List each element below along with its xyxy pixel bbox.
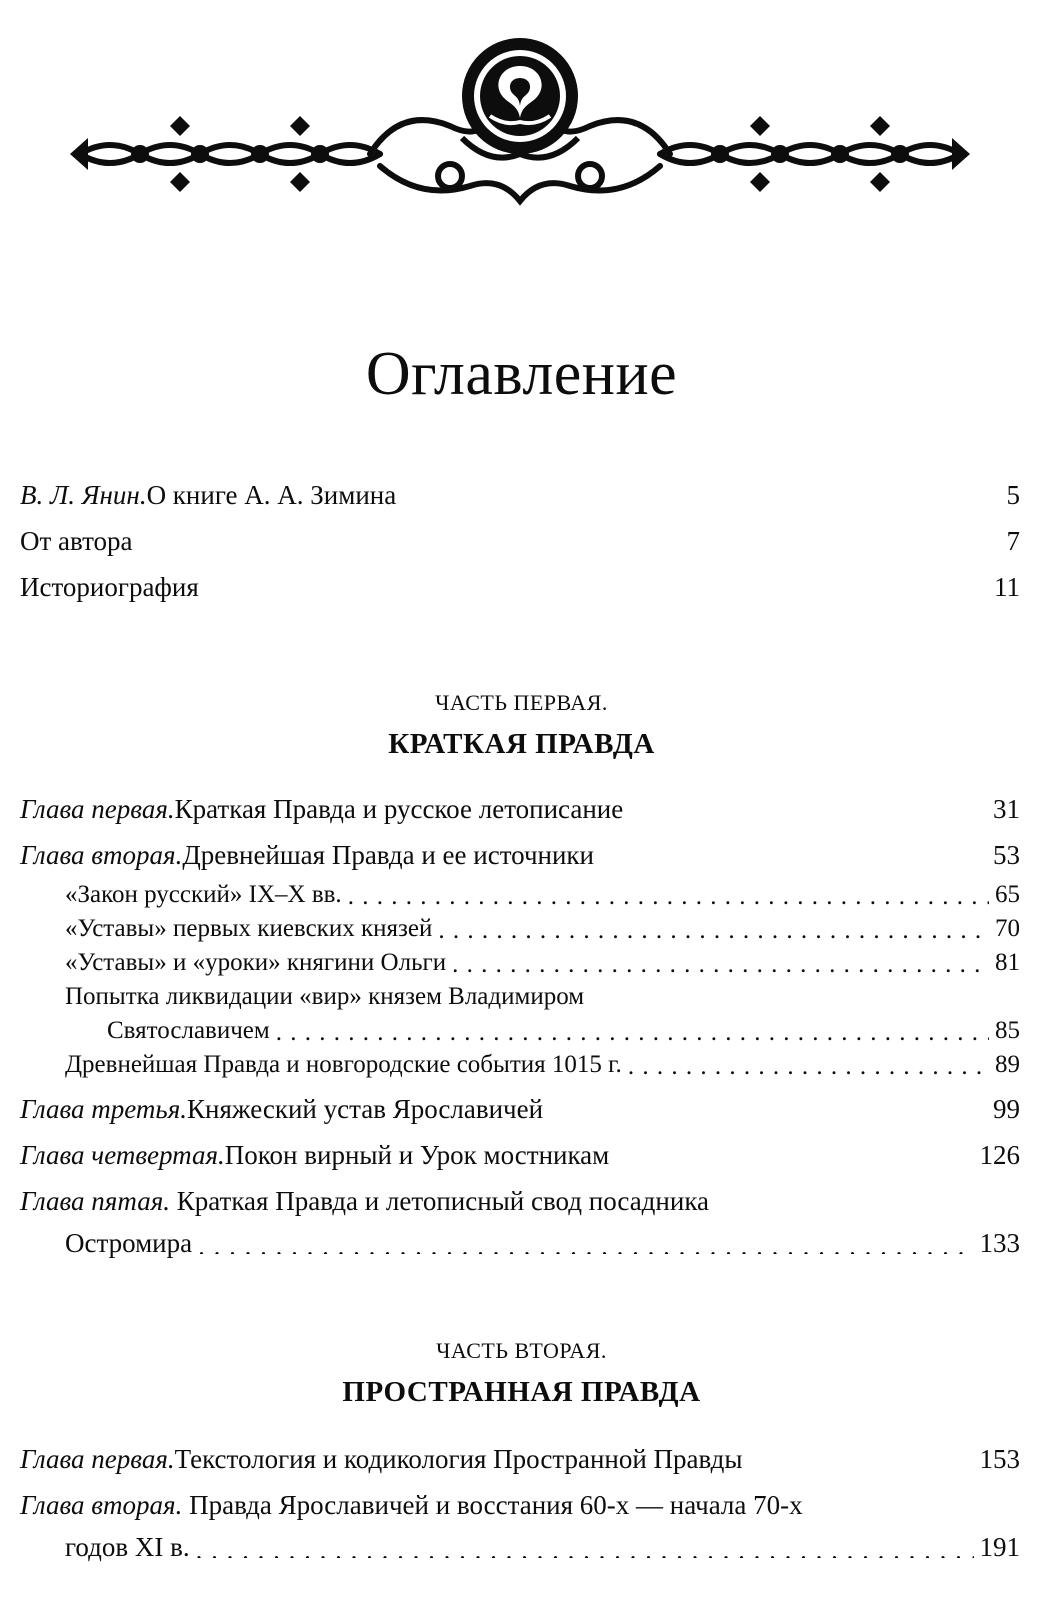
toc-entry-page: 70 [995, 915, 1020, 942]
subsection-title-continued: Святославичем [107, 1017, 270, 1044]
subsection-title: «Уставы» первых киевских князей [65, 915, 433, 942]
page-title: Оглавление [365, 340, 678, 408]
toc-entry-page: 89 [995, 1051, 1020, 1078]
toc-chapter[interactable] [20, 1132, 1020, 1178]
chapter-title-continued: годов XI в. [65, 1532, 190, 1562]
toc-chapter[interactable] [20, 1482, 1020, 1528]
dot-leader [452, 948, 989, 973]
dot-leader [276, 1016, 989, 1041]
chapter-title: Древнейшая Правда и ее источники [182, 840, 594, 870]
subsection-title: Попытка ликвидации «вир» князем Владимиром [65, 983, 585, 1010]
part-title: КРАТКАЯ ПРАВДА [388, 728, 655, 760]
dot-leader [198, 1227, 973, 1254]
toc-subsection[interactable] [20, 946, 1020, 980]
toc-entry-page: 81 [995, 949, 1020, 976]
chapter-prefix: Глава вторая. [20, 1490, 183, 1520]
toc-entry-page: 126 [979, 1140, 1020, 1170]
toc-part2 [20, 1436, 1020, 1566]
chapter-title: Краткая Правда и русское летописание [174, 794, 624, 824]
toc-entry-author: В. Л. Янин. [20, 480, 147, 510]
toc-chapter[interactable] [20, 832, 1020, 878]
toc-intro [20, 472, 1020, 610]
dot-leader [205, 571, 988, 598]
toc-entry[interactable] [20, 472, 1020, 518]
part-title: ПРОСТРАННАЯ ПРАВДА [342, 1376, 701, 1408]
toc-chapter-continued[interactable] [20, 1528, 1020, 1566]
chapter-title-continued: Остромира [65, 1228, 193, 1258]
toc-entry-page: 99 [993, 1094, 1020, 1124]
dot-leader [139, 525, 994, 552]
chapter-prefix: Глава вторая. [20, 840, 183, 870]
dot-leader [402, 479, 994, 506]
toc-entry-page: 7 [1006, 526, 1020, 556]
toc-entry[interactable] [20, 564, 1020, 610]
toc-subsection-continued[interactable] [20, 1014, 1020, 1048]
toc-entry-page: 11 [994, 572, 1020, 602]
dot-leader [628, 1050, 989, 1075]
chapter-title: Правда Ярославичей и восстания 60-х — начала 70-х [182, 1490, 803, 1520]
toc-entry-title: От автора [20, 526, 133, 556]
dot-leader [196, 1531, 974, 1558]
chapter-prefix: Глава первая. [20, 1444, 175, 1474]
dot-leader [629, 793, 987, 820]
toc-entry-page: 85 [995, 1017, 1020, 1044]
chapter-prefix: Глава пятая. [20, 1186, 170, 1216]
chapter-prefix: Глава третья. [20, 1094, 188, 1124]
toc-entry-page: 53 [993, 840, 1020, 870]
dot-leader [438, 914, 989, 939]
toc-entry-page: 133 [979, 1228, 1020, 1258]
toc-subsection[interactable] [20, 878, 1020, 912]
dot-leader [348, 880, 989, 905]
chapter-title: Краткая Правда и летописный свод посадника [170, 1186, 710, 1216]
toc-part1 [20, 786, 1020, 1262]
toc-entry-page: 153 [979, 1444, 1020, 1474]
toc-entry-title: О книге А. А. Зимина [146, 480, 397, 510]
toc-entry-title: Историография [20, 572, 199, 602]
chapter-title: Текстология и кодикология Пространной Правды [174, 1444, 743, 1474]
ornament-headpiece [70, 26, 970, 226]
toc-entry[interactable] [20, 518, 1020, 564]
toc-entry-page: 191 [979, 1532, 1020, 1562]
toc-subsection[interactable] [20, 980, 1020, 1014]
toc-subsection[interactable] [20, 912, 1020, 946]
toc-subsection[interactable] [20, 1048, 1020, 1082]
dot-leader [600, 839, 987, 866]
toc-entry-page: 31 [993, 794, 1020, 824]
dot-leader [549, 1093, 987, 1120]
subsection-title: «Уставы» и «уроки» княгини Ольги [65, 949, 447, 976]
toc-entry-page: 65 [995, 881, 1020, 908]
chapter-title: Покон вирный и Урок мостникам [224, 1140, 610, 1170]
toc-chapter[interactable] [20, 1436, 1020, 1482]
chapter-prefix: Глава первая. [20, 794, 175, 824]
part-label: ЧАСТЬ ВТОРАЯ. [436, 1338, 607, 1363]
part-label: ЧАСТЬ ПЕРВАЯ. [435, 690, 608, 715]
toc-chapter-continued[interactable] [20, 1224, 1020, 1262]
toc-chapter[interactable] [20, 1086, 1020, 1132]
toc-entry-page: 5 [1006, 480, 1020, 510]
subsection-title: «Закон русский» IX–X вв. [65, 881, 342, 908]
chapter-prefix: Глава четвертая. [20, 1140, 225, 1170]
toc-chapter[interactable] [20, 786, 1020, 832]
subsection-title: Древнейшая Правда и новгородские события 1015 г. [65, 1051, 622, 1078]
dot-leader [615, 1139, 973, 1166]
chapter-title: Княжеский устав Ярославичей [187, 1094, 544, 1124]
toc-chapter[interactable] [20, 1178, 1020, 1224]
